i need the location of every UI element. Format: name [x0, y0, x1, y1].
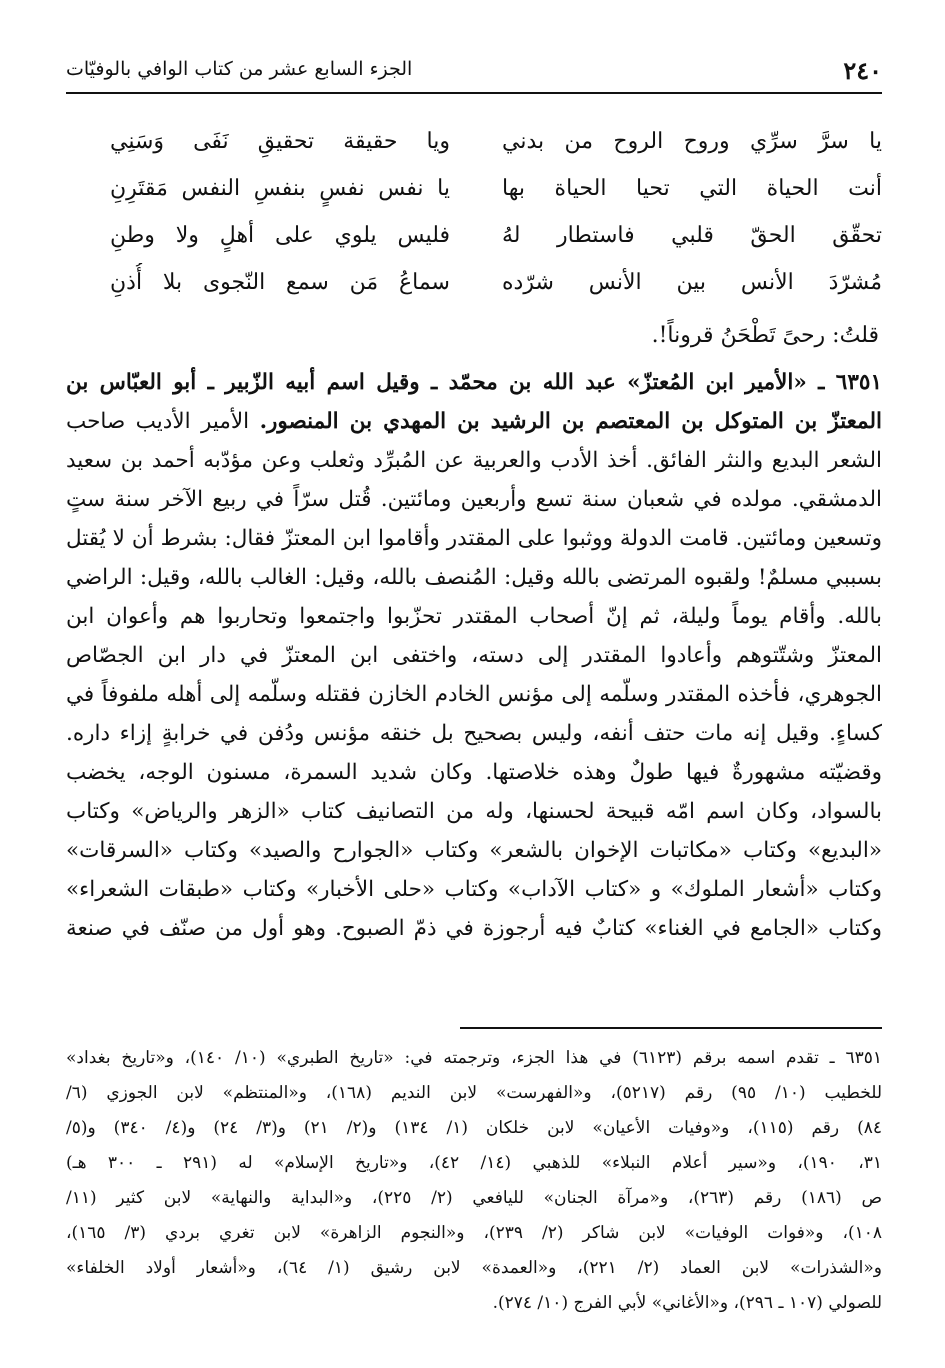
entry-lineage: المعتزّ بن المتوكل بن المعتصم بن الرشيد بن المهدي بن المنصور. — [259, 409, 882, 434]
poem-verse — [66, 263, 882, 310]
footnote-line: ٨٤) رقم (١١٥)، و«وفيات الأعيان» لابن خلكان (١/ ١٣٤) و(٢/ ٢١) و(٣/ ٢٤) و(٤/ ٣٤٠) و(٥/ — [66, 1118, 882, 1138]
footnote-line: ١٠٨)، و«فوات الوفيات» لابن شاكر (٢/ ٢٣٩)، و«النجوم الزاهرة» لابن تغري بردي (٣/ ١٦٥)، — [66, 1223, 882, 1243]
entry-line: وتسعين ومائتين. قامت الدولة ووثبوا على المقتدر وأقاموا ابن المعتزّ فقال: بشرط أن لا يُقتل — [66, 526, 882, 551]
entry-line: الدمشقي. مولده في شعبان سنة تسع وأربعين ومائتين. قُتل سرّاً في ربيع الآخر سنة ستٍ — [66, 487, 882, 512]
footnote — [66, 1042, 882, 1322]
running-title: الجزء السابع عشر من كتاب الوافي بالوفيّات — [66, 58, 413, 80]
entry-line: الشعر البديع والنثر الفائق. أخذ الأدب والعربية عن المُبرِّد وثعلب وعن مؤدّبه أحمد بن سعيد — [66, 448, 882, 473]
poem-verse — [66, 216, 882, 263]
entry-line: المعتزّ وشتّتوهم وأعادوا المقتدر إلى دسته، واختفى ابن المعتزّ في دار ابن الجصّاص — [66, 643, 882, 668]
author-comment: قلتُ: رحىً تَطْحَنُ قروناً!. — [651, 323, 879, 348]
verse-second-hemistich: ويا حقيقة تحقيقِ نَفَى وَسَنِي — [110, 129, 450, 154]
verse-first-hemistich: أنت الحياة التي تحيا الحياة بها — [502, 176, 882, 201]
entry-text: الأمير الأديب صاحب — [66, 409, 260, 434]
footnote-line: و«الشذرات» لابن العماد (٢/ ٢٢١)، و«العمدة» لابن رشيق (١/ ٦٤)، و«أشعار أولاد الخلفاء» — [66, 1258, 882, 1278]
footnote-line: للخطيب (١٠/ ٩٥) رقم (٥٢١٧)، و«الفهرست» لابن النديم (١٦٨)، و«المنتظم» لابن الجوزي (٦/ — [66, 1083, 882, 1103]
entry-line: وكتاب «أشعار الملوك» و «كتاب الآداب» وكتاب «حلى الأخبار» وكتاب «طبقات الشعراء» — [66, 877, 882, 902]
entry-line: كساءٍ. وقيل إنه مات حتف أنفه، وليس بصحيح بل خنقه مؤنس ودُفن في خرابةٍ إزاء داره. — [66, 721, 882, 746]
footnote-line: ٣١، ١٩٠)، و«سير أعلام النبلاء» للذهبي (١٤/ ٤٢)، و«تاريخ الإسلام» له (٢٩١ ـ ٣٠٠ هـ) — [66, 1153, 882, 1173]
entry-line: بالله. وأقام يوماً وليلة، ثم إنّ أصحاب المقتدر تحزّبوا واجتمعوا وتحاربوا هم وأعوان ابن — [66, 604, 882, 629]
entry-line: «البديع» وكتاب «مكاتبات الإخوان بالشعر» وكتاب «الجوارح والصيد» وكتاب «السرقات» — [66, 838, 882, 863]
verse-first-hemistich: مُشرّدَ الأنس بين الأنس شرّده — [502, 270, 882, 295]
entry-heading-line — [66, 364, 882, 403]
footnote-line: ص (١٨٦) رقم (٢٦٣)، و«مرآة الجنان» لليافعي (٢/ ٢٢٥)، و«البداية والنهاية» لابن كثير (١١/ — [66, 1188, 882, 1208]
verse-first-hemistich: يا سرَّ سرِّي وروح الروح من بدني — [502, 129, 882, 154]
footnote-line: للصولي (١٠٧ ـ ٢٩٦)، و«الأغاني» لأبي الفرج (١٠/ ٢٧٤). — [492, 1293, 882, 1313]
entry-line: بسببي مسلمٌ! ولقبوه المرتضى بالله وقيل: المُنصف بالله، وقيل: الغالب بالله، وقيل: الراضي — [66, 565, 882, 590]
verse-second-hemistich: سماعُ مَن سمع النّجوى بلا أُذنِ — [110, 270, 450, 295]
verse-second-hemistich: فليس يلوي على أهلٍ ولا وطنِ — [110, 223, 450, 248]
footnote-divider — [460, 1027, 882, 1029]
biography-entry — [66, 364, 882, 949]
entry-line: الجوهري، فأخذه المقتدر وسلّمه إلى مؤنس الخادم الخازن فقتله وسلّمه إلى أهله ملفوفاً في — [66, 682, 882, 707]
entry-line: وقضيّته مشهورةٌ فيها طولٌ وهذه خلاصتها. وكان شديد السمرة، مسنون الوجه، يخضب — [66, 760, 882, 785]
entry-heading: ٦٣٥١ ـ «الأمير ابن المُعتزّ» عبد الله بن محمّد ـ وقيل اسم أبيه الزّبير ـ أبو العبّاس بن — [66, 370, 882, 395]
page-number: ٢٤٠ — [843, 56, 882, 85]
footnote-line: ٦٣٥١ ـ تقدم اسمه برقم (٦١٢٣) في هذا الجزء، وترجمته في: «تاريخ الطبري» (١٠/ ١٤٠)، و«تاريخ بغداد» — [66, 1048, 882, 1068]
entry-line — [66, 403, 882, 442]
entry-line: وكتاب «الجامع في الغناء» كتابٌ فيه أرجوزة في ذمّ الصبوح. وهو أول من صنّف في صنعة — [66, 916, 882, 941]
poem — [66, 122, 882, 310]
verse-second-hemistich: يا نفس نفسٍ بنفسِ النفس مَقتَرِنِ — [110, 176, 450, 201]
poem-verse — [66, 169, 882, 216]
page-header — [66, 52, 882, 94]
verse-first-hemistich: تحقّق الحقّ قلبي فاستطار لهُ — [502, 223, 882, 248]
entry-line: بالسواد، وكان اسم امّه قبيحة لحسنها، وله من التصانيف كتاب «الزهر والرياض» وكتاب — [66, 799, 882, 824]
poem-verse — [66, 122, 882, 169]
